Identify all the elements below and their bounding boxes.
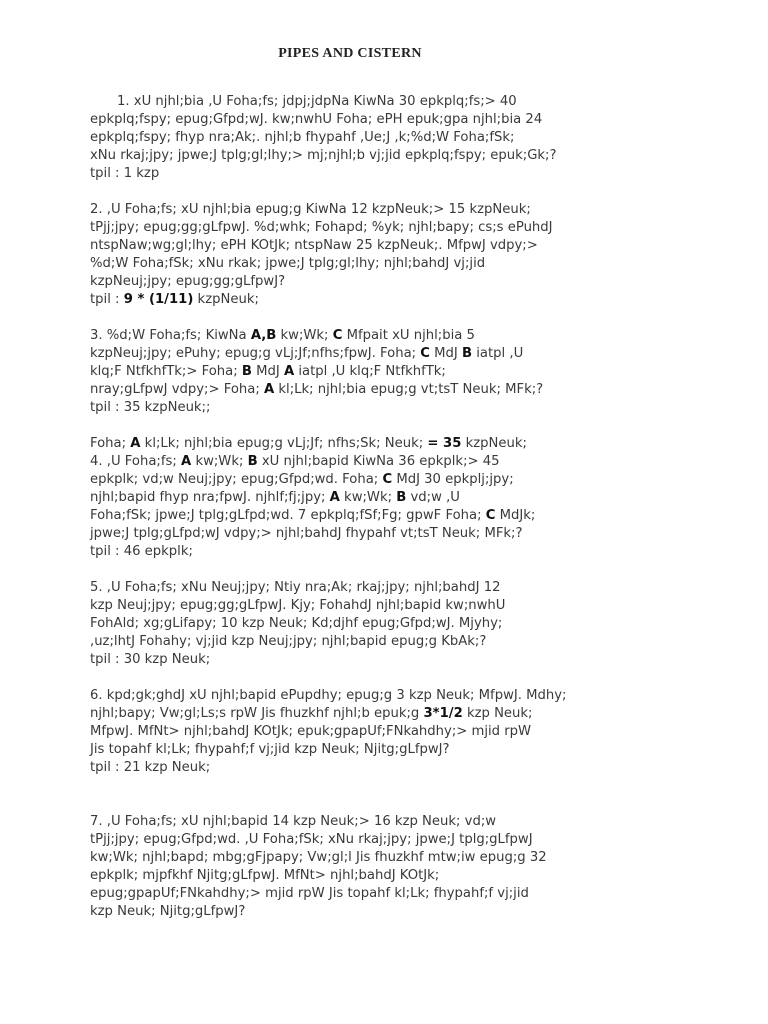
text-run: njhl;bapid fhyp nra;fpwJ. njhlf;fj;jpy;: [90, 490, 330, 505]
text-run: Foha;fSk; jpwe;J tplg;gLfpd;wd. 7 epkplq;fSf;Fg; gpwF Foha;: [90, 508, 486, 523]
answer-line: tpil : 30 kzp Neuk;: [90, 652, 211, 667]
text-run: 4. ,U Foha;fs;: [90, 454, 182, 469]
text-run: kw;Wk;: [339, 490, 397, 505]
bold-run: B: [462, 346, 473, 361]
text-line: kzp Neuk; Njitg;gLfpwJ?: [90, 904, 246, 919]
answer-line: tpil : 35 kzpNeuk;;: [90, 400, 211, 415]
bold-run: A,B: [250, 328, 277, 343]
text-run: MdJ 30 epkplj;jpy;: [392, 472, 514, 487]
text-run: kl;Lk; njhl;bia epug;g vt;tsT Neuk; MFk;?: [274, 382, 544, 397]
bold-run: A: [181, 454, 192, 469]
text-run: vd;w ,U: [406, 490, 460, 505]
text-run: iatpl ,U: [472, 346, 524, 361]
text-run: 3. %d;W Foha;fs; KiwNa: [90, 328, 251, 343]
text-line: kzp Neuj;jpy; epug;gg;gLfpwJ. Kjy; FohahdJ njhl;bapid kw;nwhU: [90, 598, 506, 613]
text-run: kzpNeuj;jpy; ePuhy; epug;g vLj;Jf;nfhs;fpwJ. Foha;: [90, 346, 421, 361]
text-line: [90, 489, 710, 507]
bold-run: B: [241, 364, 252, 379]
page-title: PIPES AND CISTERN: [278, 46, 422, 61]
text-line: xNu rkaj;jpy; jpwe;J tplg;gl;lhy;> mj;njhl;b vj;jid epkplq;fspy; epuk;Gk;?: [90, 148, 557, 163]
text-run: Mfpait xU njhl;bia 5: [342, 328, 475, 343]
text-line: %d;W Foha;fSk; xNu rkak; jpwe;J tplg;gl;lhy; njhl;bahdJ vj;jid: [90, 256, 486, 271]
text-line: ntspNaw;wg;gl;lhy; ePH KOtJk; ntspNaw 25 kzpNeuk;. MfpwJ vdpy;>: [90, 238, 538, 253]
bold-run: B: [247, 454, 258, 469]
text-run: kl;Lk; njhl;bia epug;g vLj;Jf; nfhs;Sk; Neuk;: [140, 436, 428, 451]
bold-run: C: [332, 328, 343, 343]
text-run: tpil :: [90, 292, 124, 307]
text-line: 1. xU njhl;bia ,U Foha;fs; jdpj;jdpNa KiwNa 30 epkplq;fs;> 40: [117, 94, 517, 109]
text-line: [90, 471, 710, 489]
answer-line: tpil : 1 kzp: [90, 166, 160, 181]
text-line: epkplk; mjpfkhf Njitg;gLfpwJ. MfNt> njhl;bahdJ KOtJk;: [90, 868, 440, 883]
text-run: iatpl ,U klq;F NtfkhfTk;: [294, 364, 446, 379]
question-4: [90, 453, 710, 561]
text-line: epkplq;fspy; fhyp nra;Ak;. njhl;b fhypahf ,Ue;J ,k;%d;W Foha;fSk;: [90, 130, 515, 145]
text-line: tPjj;jpy; epug;gg;gLfpwJ. %d;whk; Fohapd; %yk; njhl;bapy; cs;s ePuhdJ: [90, 220, 553, 235]
bold-run: C: [420, 346, 430, 361]
text-line: 2. ,U Foha;fs; xU njhl;bia epug;g KiwNa 12 kzpNeuk;> 15 kzpNeuk;: [90, 202, 531, 217]
text-line: Jis topahf kl;Lk; fhypahf;f vj;jid kzp Neuk; Njitg;gLfpwJ?: [90, 742, 450, 757]
text-run: kzpNeuk;: [461, 436, 527, 451]
answer-line: tpil : 21 kzp Neuk;: [90, 760, 211, 775]
text-run: kzpNeuk;: [193, 292, 259, 307]
bold-run: A: [329, 490, 340, 505]
text-line: [90, 507, 710, 525]
text-line: [90, 453, 710, 471]
question-5: [90, 579, 710, 669]
text-line: [90, 345, 710, 363]
text-run: nray;gLfpwJ vdpy;> Foha;: [90, 382, 264, 397]
text-run: Foha;: [90, 436, 131, 451]
text-line: [90, 705, 710, 723]
text-run: xU njhl;bapid KiwNa 36 epkplk;> 45: [257, 454, 500, 469]
bold-run: = 35: [427, 436, 462, 451]
text-line: kw;Wk; njhl;bapd; mbg;gFjpapy; Vw;gl;l Jis fhuzkhf mtw;iw epug;g 32: [90, 850, 547, 865]
text-run: epkplk; vd;w Neuj;jpy; epug;Gfpd;wd. Foha;: [90, 472, 383, 487]
text-run: MdJ: [251, 364, 284, 379]
question-3: [90, 327, 710, 417]
text-line: [90, 435, 710, 453]
question-2: [90, 201, 710, 309]
text-run: MdJ: [429, 346, 463, 361]
text-run: njhl;bapy; Vw;gl;Ls;s rpW Jis fhuzkhf njhl;b epuk;g: [90, 706, 424, 721]
question-6: [90, 687, 710, 777]
question-7: [90, 813, 710, 921]
text-line: [90, 381, 710, 399]
text-line: epkplq;fspy; epug;Gfpd;wJ. kw;nwhU Foha; ePH epuk;gpa njhl;bia 24: [90, 112, 543, 127]
answer-line: tpil : 46 epkplk;: [90, 544, 193, 559]
text-line: tPjj;jpy; epug;Gfpd;wd. ,U Foha;fSk; xNu rkaj;jpy; jpwe;J tplg;gLfpwJ: [90, 832, 533, 847]
text-run: klq;F NtfkhfTk;> Foha;: [90, 364, 242, 379]
text-run: kzp Neuk;: [462, 706, 533, 721]
question-3-note: [90, 435, 710, 453]
document-body: [90, 93, 710, 921]
text-line: 7. ,U Foha;fs; xU njhl;bapid 14 kzp Neuk;> 16 kzp Neuk; vd;w: [90, 814, 497, 829]
text-line: 6. kpd;gk;ghdJ xU njhl;bapid ePupdhy; epug;g 3 kzp Neuk; MfpwJ. Mdhy;: [90, 688, 567, 703]
text-line: FohAld; xg;gLifapy; 10 kzp Neuk; Kd;djhf epug;Gfpd;wJ. Mjyhy;: [90, 616, 503, 631]
bold-run: 9 * (1/11): [123, 292, 194, 307]
question-1: [90, 93, 710, 183]
text-line: kzpNeuj;jpy; epug;gg;gLfpwJ?: [90, 274, 286, 289]
bold-run: C: [485, 508, 496, 523]
text-run: MdJk;: [495, 508, 536, 523]
text-line: [90, 327, 710, 345]
text-run: kw;Wk;: [276, 328, 333, 343]
text-line: MfpwJ. MfNt> njhl;bahdJ KOtJk; epuk;gpapUf;FNkahdhy;> mjid rpW: [90, 724, 532, 739]
bold-run: 3*1/2: [423, 706, 463, 721]
bold-run: A: [283, 364, 295, 379]
bold-run: C: [382, 472, 393, 487]
text-line: [90, 363, 710, 381]
text-line: jpwe;J tplg;gLfpd;wJ vdpy;> njhl;bahdJ fhypahf vt;tsT Neuk; MFk;?: [90, 526, 523, 541]
text-run: kw;Wk;: [191, 454, 248, 469]
text-line: epug;gpapUf;FNkahdhy;> mjid rpW Jis topahf kl;Lk; fhypahf;f vj;jid: [90, 886, 529, 901]
bold-run: B: [396, 490, 407, 505]
bold-run: A: [130, 436, 141, 451]
bold-run: A: [264, 382, 275, 397]
text-line: 5. ,U Foha;fs; xNu Neuj;jpy; Ntiy nra;Ak; rkaj;jpy; njhl;bahdJ 12: [90, 580, 501, 595]
answer-line: [90, 291, 710, 309]
text-line: ,uz;lhtJ Fohahy; vj;jid kzp Neuj;jpy; njhl;bapid epug;g KbAk;?: [90, 634, 487, 649]
